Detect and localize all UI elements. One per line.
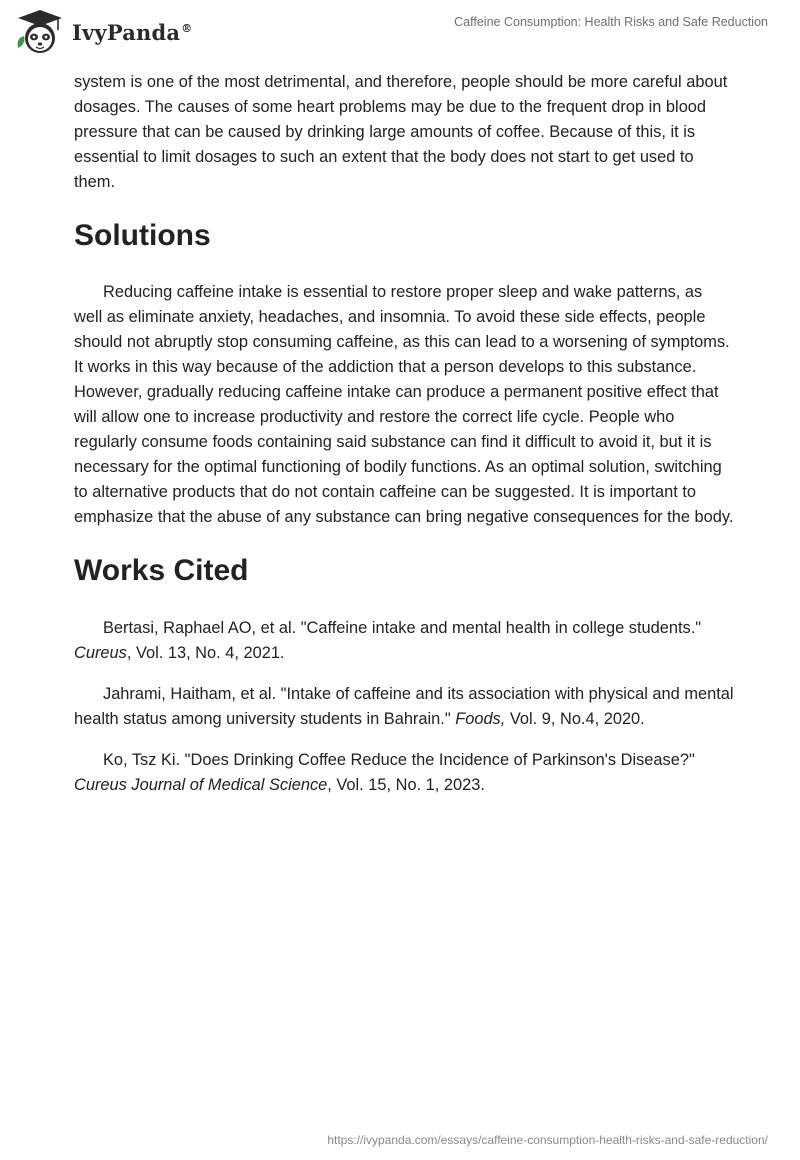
citation-journal: Cureus (74, 644, 127, 662)
document-title: Caffeine Consumption: Health Risks and Safe Reduction (454, 15, 768, 29)
essay-content (74, 70, 734, 814)
source-url-link[interactable]: https://ivypanda.com/essays/caffeine-consumption-health-risks-and-safe-reduction/ (327, 1133, 768, 1147)
citation-item: Bertasi, Raphael AO, et al. "Caffeine intake and mental health in college students." Cureus, Vol. 13, No. 4, 2021. (74, 619, 702, 662)
works-cited-heading: Works Cited (74, 554, 249, 587)
page-header (0, 0, 800, 60)
solutions-heading: Solutions (74, 219, 211, 252)
citation-journal: Foods, (455, 710, 506, 728)
citation-item: Ko, Tsz Ki. "Does Drinking Coffee Reduce the Incidence of Parkinson's Disease?" Cureus Journal of Medical Science, Vol. 15, No. 1, 2023. (74, 751, 695, 794)
solutions-paragraph: Reducing caffeine intake is essential to restore proper sleep and wake patterns, as well as eliminate anxiety, headaches, and insomnia. To avoid these side effects, people should not abruptly stop consuming caffeine, as this can lead to a worsening of symptoms. It works in this way because of the addiction that a person develops to this substance. However, gradually reducing caffeine intake can produce a permanent positive effect that will allow one to increase productivity and restore the correct life cycle. People who regularly consume foods containing said substance can find it difficult to avoid it, but it is necessary for the optimal functioning of bodily functions. As an optimal solution, switching to alternative products that do not contain caffeine can be suggested. It is important to emphasize that the abuse of any substance can bring negative consequences for the body. (74, 283, 734, 526)
brand-logo[interactable] (14, 8, 192, 56)
citation-item: Jahrami, Haitham, et al. "Intake of caffeine and its association with physical and mental health status among university students in Bahrain." Foods, Vol. 9, No.4, 2020. (74, 685, 734, 728)
intro-paragraph: system is one of the most detrimental, and therefore, people should be more careful about dosages. The causes of some heart problems may be due to the frequent drop in blood pressure that can be caused by drinking large amounts of coffee. Because of this, it is essential to limit dosages to such an extent that the body does not start to get used to them. (74, 73, 728, 191)
panda-graduate-icon (14, 8, 66, 56)
brand-name: IvyPanda® (72, 19, 193, 45)
citation-journal: Cureus Journal of Medical Science (74, 776, 328, 794)
